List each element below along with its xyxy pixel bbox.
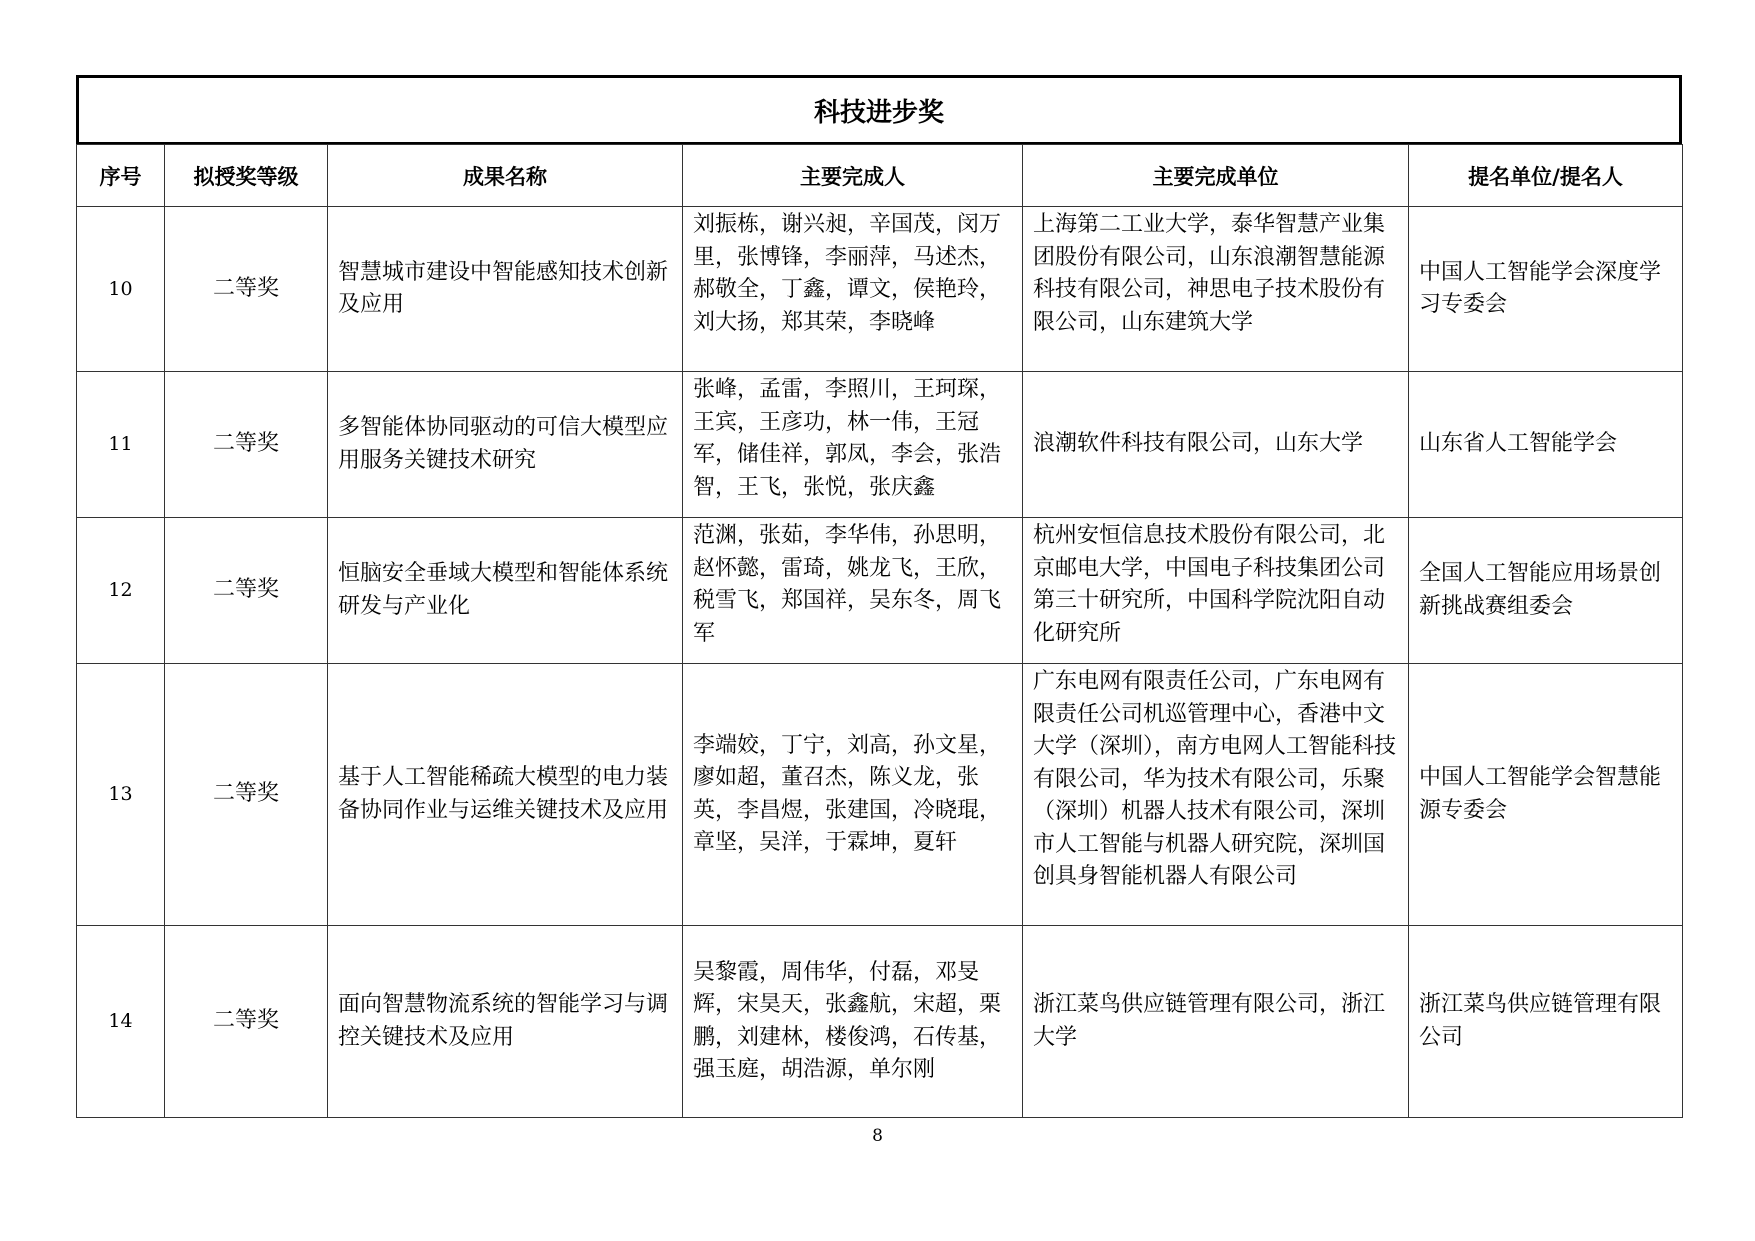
cell-grade: 二等奖: [165, 372, 328, 518]
page-title: 科技进步奖: [76, 75, 1682, 145]
cell-achievement: 智慧城市建设中智能感知技术创新及应用: [328, 207, 683, 372]
cell-nominator: 山东省人工智能学会: [1409, 372, 1683, 518]
cell-no: 13: [77, 664, 165, 926]
header-people: 主要完成人: [683, 145, 1023, 207]
cell-units: 浪潮软件科技有限公司，山东大学: [1023, 372, 1409, 518]
table-header-row: [77, 145, 1683, 207]
cell-units: 广东电网有限责任公司，广东电网有限责任公司机巡管理中心，香港中文大学（深圳），南方电网人工智能科技有限公司，华为技术有限公司，乐聚（深圳）机器人技术有限公司，深圳市人工智能与机器人研究院，深圳国创具身智能机器人有限公司: [1023, 664, 1409, 926]
cell-grade: 二等奖: [165, 664, 328, 926]
cell-nominator: 浙江菜鸟供应链管理有限公司: [1409, 926, 1683, 1118]
cell-achievement: 恒脑安全垂域大模型和智能体系统研发与产业化: [328, 518, 683, 664]
table-row: [77, 664, 1683, 926]
cell-no: 10: [77, 207, 165, 372]
cell-nominator: 中国人工智能学会深度学习专委会: [1409, 207, 1683, 372]
table-row: [77, 518, 1683, 664]
award-table: [76, 144, 1683, 1118]
award-sheet: [76, 75, 1682, 1118]
cell-units: 浙江菜鸟供应链管理有限公司，浙江大学: [1023, 926, 1409, 1118]
table-row: [77, 926, 1683, 1118]
cell-grade: 二等奖: [165, 926, 328, 1118]
header-units: 主要完成单位: [1023, 145, 1409, 207]
header-no: 序号: [77, 145, 165, 207]
header-achievement: 成果名称: [328, 145, 683, 207]
cell-achievement: 基于人工智能稀疏大模型的电力装备协同作业与运维关键技术及应用: [328, 664, 683, 926]
header-grade: 拟授奖等级: [165, 145, 328, 207]
cell-no: 12: [77, 518, 165, 664]
cell-nominator: 全国人工智能应用场景创新挑战赛组委会: [1409, 518, 1683, 664]
cell-people: 李端姣，丁宁，刘高，孙文星，廖如超，董召杰，陈义龙，张英，李昌煜，张建国，冷晓琨，章坚，吴洋，于霖坤，夏轩: [683, 664, 1023, 926]
cell-people: 吴黎霞，周伟华，付磊，邓旻辉，宋昊天，张鑫航，宋超，栗鹏，刘建林，楼俊鸿，石传基，强玉庭，胡浩源，单尔刚: [683, 926, 1023, 1118]
cell-grade: 二等奖: [165, 518, 328, 664]
cell-grade: 二等奖: [165, 207, 328, 372]
cell-people: 刘振栋，谢兴昶，辛国茂，闵万里，张博锋，李丽萍，马述杰，郝敬全，丁鑫，谭文，侯艳玲，刘大扬，郑其荣，李晓峰: [683, 207, 1023, 372]
cell-units: 上海第二工业大学，泰华智慧产业集团股份有限公司，山东浪潮智慧能源科技有限公司，神思电子技术股份有限公司，山东建筑大学: [1023, 207, 1409, 372]
cell-nominator: 中国人工智能学会智慧能源专委会: [1409, 664, 1683, 926]
cell-people: 张峰，孟雷，李照川，王珂琛，王宾，王彦功，林一伟，王冠军，储佳祥，郭凤，李会，张浩智，王飞，张悦，张庆鑫: [683, 372, 1023, 518]
page-number: 8: [872, 1126, 883, 1146]
table-row: [77, 207, 1683, 372]
cell-no: 11: [77, 372, 165, 518]
cell-units: 杭州安恒信息技术股份有限公司，北京邮电大学，中国电子科技集团公司第三十研究所，中国科学院沈阳自动化研究所: [1023, 518, 1409, 664]
cell-achievement: 面向智慧物流系统的智能学习与调控关键技术及应用: [328, 926, 683, 1118]
table-row: [77, 372, 1683, 518]
header-nominator: 提名单位/提名人: [1409, 145, 1683, 207]
cell-achievement: 多智能体协同驱动的可信大模型应用服务关键技术研究: [328, 372, 683, 518]
cell-no: 14: [77, 926, 165, 1118]
cell-people: 范渊，张茹，李华伟，孙思明，赵怀懿，雷琦，姚龙飞，王欣，税雪飞，郑国祥，吴东冬，周飞军: [683, 518, 1023, 664]
